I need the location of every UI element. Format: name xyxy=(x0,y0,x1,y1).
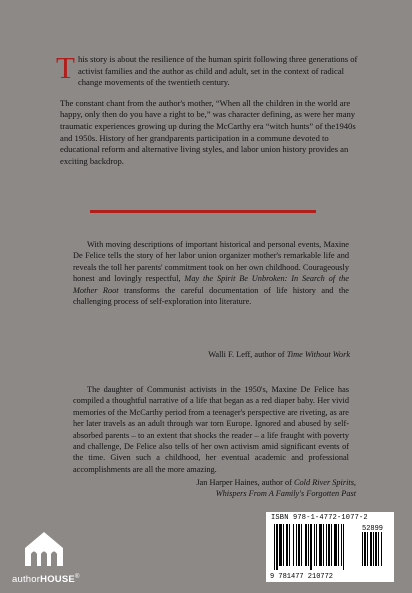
blurb-paragraph-1-text: his story is about the resilience of the human spirit following three generations of activist families and the author as child and adult, set in the context of radical change movements of the twentieth century. xyxy=(77,54,358,88)
barcode-bar xyxy=(274,524,275,570)
review-2-attribution xyxy=(110,477,356,500)
review-2-author-book-2: Whispers From A Family's Forgotten Past xyxy=(215,489,356,499)
barcode-bar xyxy=(323,524,324,566)
barcode-bar xyxy=(305,524,307,566)
price-bar xyxy=(362,532,363,566)
barcode-bar xyxy=(319,524,322,566)
review-1-author: Walli F. Leff, author of xyxy=(208,350,287,359)
barcode-bar xyxy=(314,524,315,566)
barcode-bar xyxy=(341,524,342,566)
barcode-bar xyxy=(289,524,290,566)
review-2-text: The daughter of Communist activists in the 1950's, Maxine De Felice has compiled a thoughtful narrative of a life that began as a red diaper baby. Her vivid memories of the McCarthy period from a teenager's perspective are riveting, as are her later travels as an adult through war torn Europe. Ignored and abused by self-absorbed parents – to an extent that shocks the reader – a life fraught with poverty and challenge, De Felice also tells of her own activism amid significant events of the time. Given such a childhood, her eventual academic and professional accomplishments are all the more amazing. xyxy=(73,385,349,474)
house-arches-icon xyxy=(22,526,66,570)
blurb-paragraph-1 xyxy=(56,50,360,89)
price-bar xyxy=(364,532,366,566)
price-bar xyxy=(381,532,382,566)
review-1-author-book: Time Without Work xyxy=(286,350,350,359)
barcode-bar xyxy=(296,524,297,566)
barcode-bar xyxy=(331,524,332,566)
publisher-name-prefix: author xyxy=(12,574,41,586)
review-2-author: Jan Harper Haines, author of xyxy=(196,478,294,487)
review-2-attribution-line-1 xyxy=(110,477,356,488)
review-1-book-title: May the Spirit Be Unbroken: In Search of the Mother Root xyxy=(73,274,349,295)
barcode-bar xyxy=(343,524,344,570)
review-1-attribution xyxy=(150,349,350,360)
barcode-number: 9 781477 210772 xyxy=(270,573,334,580)
price-bar xyxy=(378,532,379,566)
barcode-bar xyxy=(328,524,330,566)
publisher-name xyxy=(12,574,80,585)
barcode-bar xyxy=(334,524,337,566)
price-bar xyxy=(373,532,374,566)
drop-cap: T xyxy=(56,50,75,85)
barcode-bar xyxy=(286,524,288,566)
red-divider xyxy=(90,210,316,213)
trademark-symbol: ® xyxy=(74,574,80,580)
review-1 xyxy=(73,239,349,307)
review-2-author-book-1: Cold River Spirits, xyxy=(294,478,356,487)
barcode-bar xyxy=(301,524,302,566)
barcode-bar xyxy=(279,524,282,566)
isbn-number: ISBN 978-1-4772-1077-2 xyxy=(271,514,368,522)
barcode-bar xyxy=(338,524,339,566)
barcode-bar xyxy=(310,524,312,570)
price-code: 52899 xyxy=(362,525,384,533)
barcode-bar xyxy=(276,524,278,570)
review-2-attribution-line-2 xyxy=(110,488,356,499)
review-1-text xyxy=(73,239,349,307)
review-1-text-part-2: transforms the careful documentation of life history and the challenging process of self-exploration into literature. xyxy=(73,285,349,307)
barcode-bar xyxy=(298,524,300,566)
barcode-bar xyxy=(308,524,309,566)
review-1-text-part-1: With moving descriptions of important historical and personal events, Maxine De Felice tells the story of her labor union organizer mother's remarkable life and reveals the toll her parents' commitment took on her own childhood. Courageously honest and lovingly respectful, xyxy=(73,240,349,284)
review-2 xyxy=(73,384,349,475)
publisher-name-suffix: HOUSE xyxy=(40,574,75,586)
publisher-logo xyxy=(12,526,92,586)
price-bar xyxy=(367,532,368,566)
barcode-bar xyxy=(293,524,294,566)
cover-blurb xyxy=(56,50,360,176)
barcode-bar xyxy=(316,524,317,566)
barcode-bar xyxy=(326,524,327,566)
isbn-barcode xyxy=(266,512,394,582)
price-bar xyxy=(375,532,377,566)
barcode-bar xyxy=(283,524,284,566)
barcode-bars xyxy=(270,524,390,580)
blurb-paragraph-2: The constant chant from the author's mother, “When all the children in the world are happy, only then do you have a right to be,” was character defining, as were her many traumatic experiences growing up during the McCarthy era “witch hunts” of the1940s and 1950s. History of her grandparents participation in a commune devoted to educational reform and alternative living styles, and labor union history provides an exciting backdrop. xyxy=(60,97,356,166)
price-bar xyxy=(370,532,372,566)
